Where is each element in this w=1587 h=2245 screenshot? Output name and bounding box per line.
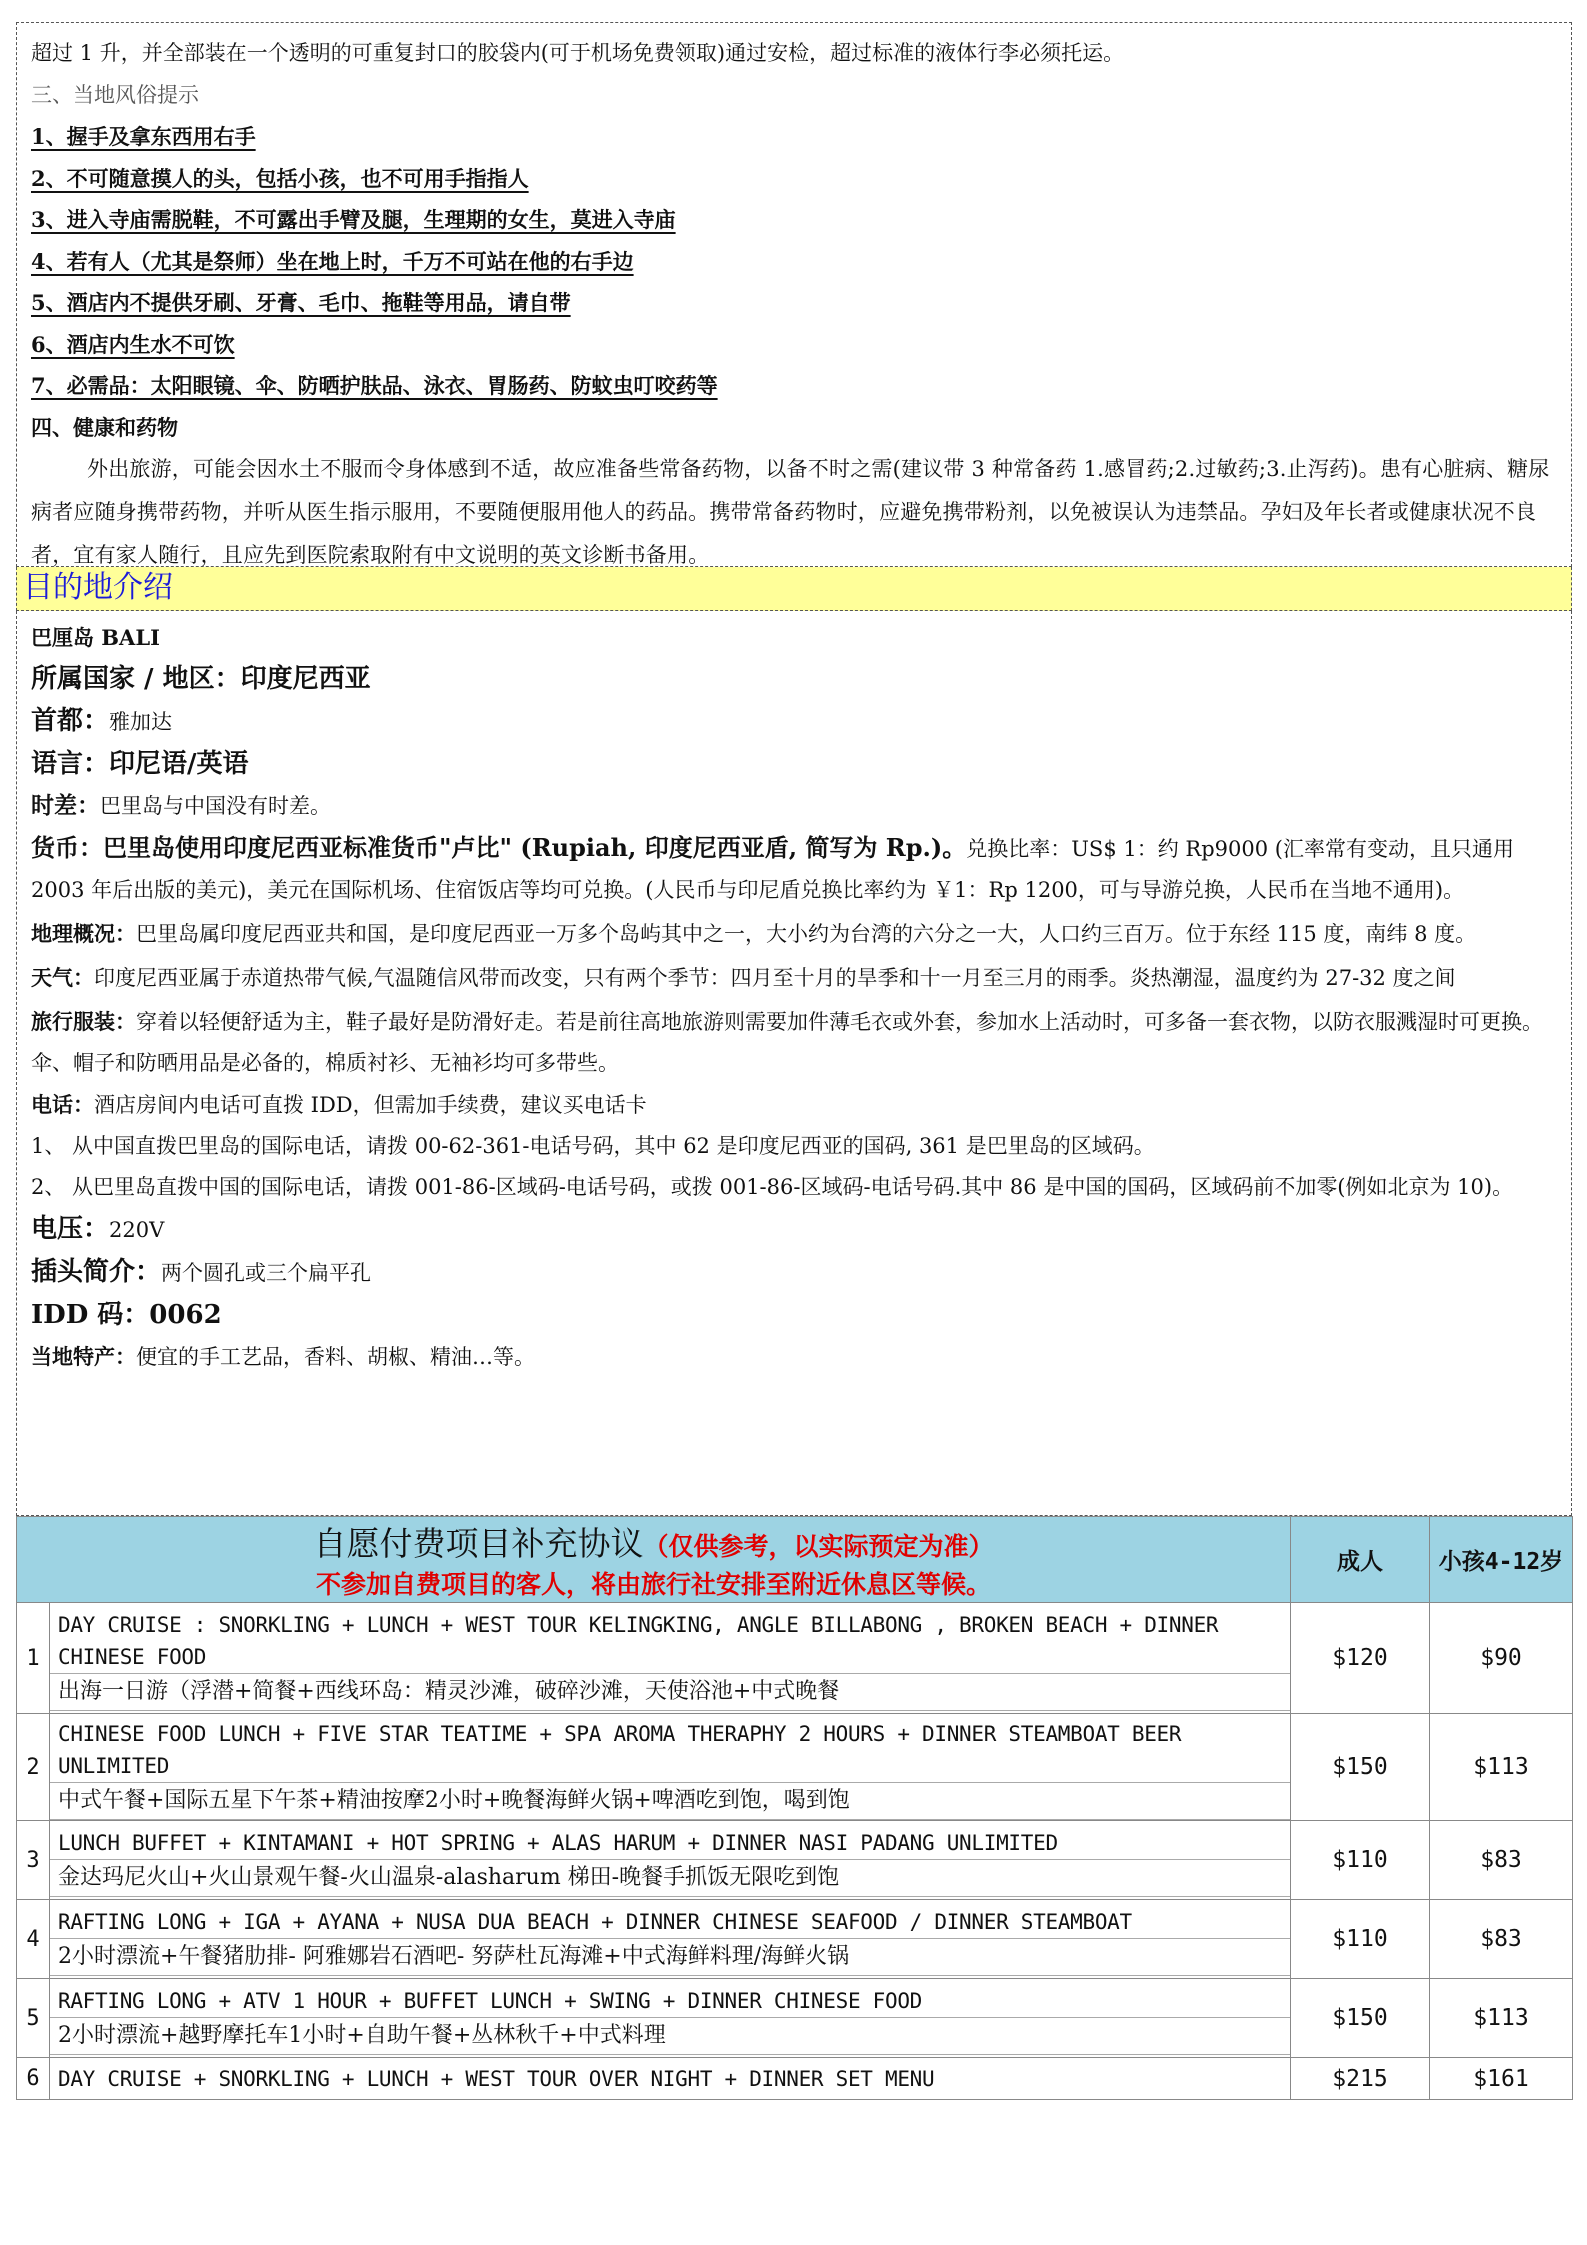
child-price: $83	[1430, 1900, 1573, 1979]
table-title-cell	[17, 1517, 1291, 1603]
geo-label: 地理概况：	[31, 921, 136, 946]
custom-item: 4、若有人（尤其是祭师）坐在地上时，千万不可站在他的右手边	[31, 248, 634, 274]
destination-band: 目的地介绍	[16, 567, 1572, 611]
activity-cn: 2小时漂流+越野摩托车1小时+自助午餐+丛林秋千+中式料理	[50, 2017, 1290, 2055]
phone-label: 电话：	[31, 1092, 94, 1117]
row-number: 3	[17, 1821, 50, 1900]
activity-cn: 2小时漂流+午餐猪肋排- 阿雅娜岩石酒吧- 努萨杜瓦海滩+中式海鲜料理/海鲜火锅	[50, 1938, 1290, 1976]
table-row	[17, 1714, 1573, 1821]
adult-price: $215	[1291, 2058, 1430, 2100]
adult-price: $120	[1291, 1603, 1430, 1714]
clothing-label: 旅行服装：	[31, 1009, 136, 1034]
phone-value: 酒店房间内电话可直拨 IDD，但需加手续费，建议买电话卡	[94, 1093, 647, 1117]
timezone-value: 巴里岛与中国没有时差。	[100, 794, 331, 818]
table-title: 自愿付费项目补充协议	[313, 1524, 644, 1563]
specialty-value: 便宜的手工艺品，香料、胡椒、精油…等。	[136, 1345, 535, 1369]
custom-item: 2、不可随意摸人的头，包括小孩，也不可用手指指人	[31, 165, 529, 191]
destination-name: 巴厘岛 BALI	[31, 625, 160, 650]
document-sheet	[16, 22, 1572, 2092]
language-line: 语言：印尼语/英语	[31, 749, 249, 779]
phone-item: 1、 从中国直拨巴里岛的国际电话，请拨 00-62-361-电话号码，其中 62 是印度尼西亚的国码, 361 是巴里岛的区域码。	[31, 1134, 1155, 1158]
destination-box	[16, 611, 1572, 1516]
custom-item: 6、酒店内生水不可饮	[31, 331, 235, 357]
idd-line: IDD 码：0062	[31, 1300, 222, 1330]
activity-en: DAY CRUISE : SNORKLING + LUNCH + WEST TOUR KELINGKING, ANGLE BILLABONG , BROKEN BEACH + DINNER CHINESE FOOD	[58, 1613, 1219, 1669]
plug-value: 两个圆孔或三个扁平孔	[161, 1261, 372, 1285]
activity-cn: 金达玛尼火山+火山景观午餐-火山温泉-alasharum 梯田-晚餐手抓饭无限吃到饱	[50, 1859, 1290, 1897]
custom-item: 7、必需品：太阳眼镜、伞、防晒护肤品、泳衣、胃肠药、防蚊虫叮咬药等	[31, 373, 718, 398]
column-header-adult: 成人	[1291, 1517, 1430, 1603]
voltage-label: 电压：	[31, 1214, 110, 1244]
table-row	[17, 1979, 1573, 2058]
geo-value: 巴里岛属印度尼西亚共和国，是印度尼西亚一万多个岛屿其中之一，大小约为台湾的六分之一大，人口约三百万。位于东经 115 度，南纬 8 度。	[136, 922, 1477, 946]
adult-price: $110	[1291, 1821, 1430, 1900]
timezone-label: 时差：	[31, 792, 100, 819]
table-row	[17, 1603, 1573, 1714]
row-number: 5	[17, 1979, 50, 2058]
optional-activities-table	[16, 1516, 1573, 2100]
child-price: $113	[1430, 1979, 1573, 2058]
activity-cn: 出海一日游（浮潜+简餐+西线环岛：精灵沙滩，破碎沙滩，天使浴池+中式晚餐	[50, 1673, 1290, 1711]
custom-item: 1、握手及拿东西用右手	[31, 124, 256, 149]
row-number: 4	[17, 1900, 50, 1979]
weather-label: 天气：	[31, 965, 94, 990]
tips-box	[16, 22, 1572, 567]
child-price: $113	[1430, 1714, 1573, 1821]
adult-price: $110	[1291, 1900, 1430, 1979]
row-number: 1	[17, 1603, 50, 1714]
voltage-value: 220V	[109, 1218, 165, 1242]
liquid-rule-text: 超过 1 升，并全部装在一个透明的可重复封口的胶袋内(可于机场免费领取)通过安检，超过标准的液体行李必须托运。	[31, 41, 1125, 65]
country-line: 所属国家 / 地区：印度尼西亚	[31, 664, 371, 694]
plug-label: 插头简介：	[31, 1257, 162, 1287]
activity-en: RAFTING LONG + ATV 1 HOUR + BUFFET LUNCH + SWING + DINNER CHINESE FOOD	[58, 1989, 923, 2013]
column-header-child: 小孩4-12岁	[1430, 1517, 1573, 1603]
specialty-label: 当地特产：	[31, 1344, 136, 1369]
health-paragraph: 外出旅游，可能会因水土不服而令身体感到不适，故应准备些常备药物，以备不时之需(建议带 3 种常备药 1.感冒药;2.过敏药;3.止泻药)。患有心脏病、糖尿病者应随身携带药物，并听从医生指示服用，不要随便服用他人的药品。携带常备药物时，应避免携带粉剂，以免被误认为违禁品。孕妇及年长者或健康状况不良者，宜有家人随行，且应先到医院索取附有中文说明的英文诊断书备用。	[31, 457, 1550, 567]
table-title-note: （仅供参考，以实际预定为准）	[643, 1532, 994, 1561]
row-number: 2	[17, 1714, 50, 1821]
activity-en: RAFTING LONG + IGA + AYANA + NUSA DUA BEACH + DINNER CHINESE SEAFOOD / DINNER STEAMBOAT	[58, 1910, 1132, 1934]
custom-item: 5、酒店内不提供牙刷、牙膏、毛巾、拖鞋等用品，请自带	[31, 290, 571, 315]
custom-item: 3、进入寺庙需脱鞋，不可露出手臂及腿，生理期的女生，莫进入寺庙	[31, 207, 676, 232]
clothing-value: 穿着以轻便舒适为主，鞋子最好是防滑好走。若是前往高地旅游则需要加件薄毛衣或外套，参加水上活动时，可多备一套衣物，以防衣服溅湿时可更换。伞、帽子和防晒用品是必备的，棉质衬衫、无袖衫均可多带些。	[31, 1010, 1543, 1075]
currency-label: 货币：巴里岛使用印度尼西亚标准货币"卢比" (Rupiah, 印度尼西亚盾, 简写为 Rp.)。	[31, 833, 967, 862]
table-header-row	[17, 1517, 1573, 1603]
table-row	[17, 2058, 1573, 2100]
phone-item: 2、 从巴里岛直拨中国的国际电话，请拨 001-86-区域码-电话号码，或拨 001-86-区域码-电话号码.其中 86 是中国的国码，区域码前不加零(例如北京为 10)。	[31, 1175, 1514, 1199]
currency-value: 兑换比率：US$ 1：约 Rp9000 (汇率常有变动，且只通用 2003 年后出版的美元)，美元在国际机场、住宿饭店等均可兑换。(人民币与印尼盾兑换比率约为 ￥1：Rp 1200，可与导游兑换，人民币在当地不通用)。	[31, 837, 1514, 902]
section-heading-customs: 三、当地风俗提示	[31, 82, 199, 107]
activity-en: LUNCH BUFFET + KINTAMANI + HOT SPRING + ALAS HARUM + DINNER NASI PADANG UNLIMITED	[58, 1831, 1058, 1855]
capital-value: 雅加达	[109, 710, 173, 734]
child-price: $83	[1430, 1821, 1573, 1900]
child-price: $161	[1430, 2058, 1573, 2100]
section-heading-health: 四、健康和药物	[31, 414, 178, 440]
adult-price: $150	[1291, 1714, 1430, 1821]
row-number: 6	[17, 2058, 50, 2100]
table-row	[17, 1821, 1573, 1900]
activity-cn: 中式午餐+国际五星下午茶+精油按摩2小时+晚餐海鲜火锅+啤酒吃到饱，喝到饱	[50, 1782, 1290, 1820]
activity-en: DAY CRUISE + SNORKLING + LUNCH + WEST TOUR OVER NIGHT + DINNER SET MENU	[58, 2066, 935, 2091]
activity-en: CHINESE FOOD LUNCH + FIVE STAR TEATIME + SPA AROMA THERAPHY 2 HOURS + DINNER STEAMBOAT BEER UNLIMITED	[58, 1722, 1182, 1778]
table-subtitle: 不参加自费项目的客人，将由旅行社安排至附近休息区等候。	[315, 1570, 991, 1599]
adult-price: $150	[1291, 1979, 1430, 2058]
weather-value: 印度尼西亚属于赤道热带气候,气温随信风带而改变，只有两个季节：四月至十月的旱季和十一月至三月的雨季。炎热潮湿，温度约为 27-32 度之间	[94, 966, 1456, 990]
capital-label: 首都：	[31, 706, 110, 736]
child-price: $90	[1430, 1603, 1573, 1714]
table-row	[17, 1900, 1573, 1979]
